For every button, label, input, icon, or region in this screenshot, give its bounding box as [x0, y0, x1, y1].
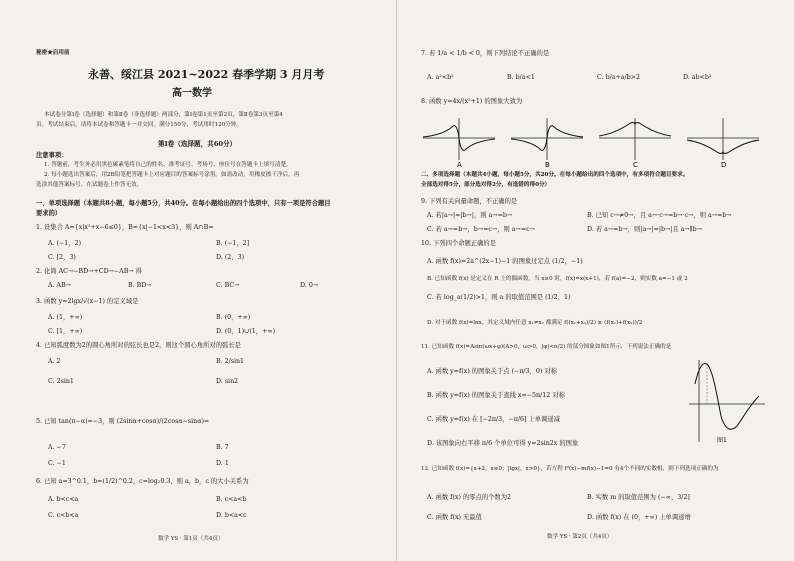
- q12-option-d: D. 函数 f(x) 在 (0，+∞) 上单调递增: [587, 514, 691, 521]
- section1-heading-b: 要求的）: [36, 210, 62, 217]
- q8-stem: 8. 函数 y=4x/(x²+1) 的图象大致为: [421, 98, 523, 105]
- q6-option-b: B. c<a<b: [216, 496, 247, 503]
- q10-option-c: C. 若 log_a(1/2)>1，则 a 的取值范围是 (1/2，1): [427, 294, 571, 301]
- q12-option-a: A. 函数 f(x) 的零点的个数为2: [427, 494, 512, 501]
- q12-option-c: C. 函数 f(x) 无最值: [427, 514, 482, 521]
- q4-option-d: D. sin2: [216, 378, 239, 385]
- q5-option-a: A. −7: [48, 444, 66, 451]
- q5-option-c: C. −1: [48, 460, 66, 467]
- q5-option-d: D. 1: [216, 460, 229, 467]
- q11-option-a: A. 函数 y=f(x) 的图象关于点 (−π/3，0) 对称: [427, 368, 557, 375]
- q5-stem: 5. 已知 tan(π−α)=−3，则 (2sinα+cosα)/(2cosα−sinα)=: [36, 418, 210, 425]
- graph-d: [687, 118, 759, 168]
- q9-option-b: B. 已知 c→≠0→，且 a→·c→=b→·c→，则 a→=b→: [587, 212, 732, 219]
- q2-stem: 2. 化简 AC→−BD→+CD→−AB→ 得: [36, 268, 142, 275]
- note-2a: 2. 每小题选出答案后，用2B铅笔把答题卡上对应题目的答案标号涂黑。如需改动，用橡皮擦干净后，再: [44, 172, 300, 178]
- note-2b: 选涂其他答案标号。在试题卷上作答无效。: [36, 182, 143, 188]
- q3-option-d: D. (0，1)∪(1，+∞): [216, 328, 276, 335]
- q6-stem: 6. 已知 a=3^0.1，b=(1/2)^0.2，c=log₂0.3，则 a，b，c 的大小关系为: [36, 478, 249, 485]
- section2-heading-b: 全部选对得5分，部分选对得2分，有选错的得0分）: [421, 182, 551, 188]
- right-footer: 数学 YS · 第2页（共4页）: [547, 534, 613, 540]
- q7-option-b: B. b/a<1: [507, 74, 535, 81]
- q5-option-b: B. 7: [216, 444, 229, 451]
- section1-heading-a: 一、单项选择题（本题共8小题，每小题5分，共40分。在每小题给出的四个选项中，只有一项是符合题目: [36, 200, 331, 207]
- q4-option-c: C. 2sin1: [48, 378, 74, 385]
- q11-option-d: D. 该图象向右平移 π/6 个单位可得 y=2sin2x 的图象: [427, 440, 579, 447]
- q1-option-d: D. (2，3): [216, 254, 245, 261]
- section2-heading-a: 二、多项选择题（本题共4小题，每小题5分，共20分。在每小题给出的四个选项中，有多项符合题目要求。: [421, 172, 689, 178]
- secret-label: 秘密★启用前: [36, 50, 70, 56]
- left-footer: 数学 YS · 第1页（共4页）: [158, 536, 224, 542]
- q10-stem: 10. 下列四个命题正确的是: [421, 240, 496, 247]
- q2-option-c: C. BC→: [216, 282, 240, 289]
- q7-option-a: A. a²<b²: [427, 74, 454, 81]
- q2-option-b: B. BD→: [128, 282, 152, 289]
- q11-option-c: C. 函数 y=f(x) 在 [−2π/3，−π/6] 上单调递减: [427, 416, 560, 423]
- q7-option-c: C. b/a+a/b>2: [597, 74, 640, 81]
- part1-title: 第Ⅰ卷（选择题，共60分）: [158, 140, 237, 148]
- graph-a: [423, 118, 495, 168]
- q1-option-b: B. (−1，2]: [216, 240, 250, 247]
- graph-label-a: A: [457, 161, 462, 168]
- q4-option-b: B. 2/sin1: [216, 358, 245, 365]
- q7-option-d: D. ab<b²: [683, 74, 712, 81]
- q9-stem: 9. 下列有关向量命题，不正确的是: [421, 198, 518, 205]
- q9-option-c: C. 若 a→=b→，b→=c→，则 a→=c→: [427, 226, 535, 233]
- q12-stem: 12. 已知函数 f(x)={x+2，x≤0；|lgx|，x>0}，若方程 f²(x)−mf(x)−1=0 有4个不同的实数根，则下列选项正确的为: [421, 466, 719, 472]
- q2-option-a: A. AB→: [48, 282, 72, 289]
- fig1-label: 图1: [717, 437, 727, 444]
- q10-option-a: A. 函数 f(x)=2a^(2x−1)−1 的图象过定点 (1/2，−1): [427, 258, 583, 265]
- q10-option-d: D. 对于函数 f(x)=lnx，其定义域内任意 x₁≠x₂ 都满足 f((x₁+x₂)/2) ≥ (f(x₁)+f(x₂))/2: [427, 320, 643, 326]
- q1-option-a: A. (−1，2): [48, 240, 82, 247]
- q3-option-a: A. (1，+∞): [48, 314, 83, 321]
- q3-option-c: C. [1，+∞): [48, 328, 83, 335]
- q9-option-a: A. 若|a→|=|b→|，则 a→=b→: [427, 212, 513, 219]
- q1-stem: 1. 设集合 A={x|x²+x−6≤0}，B={x|−1<x<3}，则 A∩B=: [36, 224, 214, 231]
- right-page: [397, 0, 794, 561]
- q4-option-a: A. 2: [48, 358, 61, 365]
- intro-line-2: 页。考试结束后，请将本试卷和答题卡一并交回。满分150分，考试用时120分钟。: [36, 122, 242, 128]
- graph-label-c: C: [633, 161, 638, 168]
- q9-option-d: D. 若 a→=b→，则|a→|=|b→|且 a→∥b→: [587, 226, 702, 233]
- graph-label-b: B: [545, 161, 550, 168]
- fig1-curve: [695, 364, 759, 430]
- graph-label-d: D: [721, 161, 727, 168]
- figure-1: [687, 356, 767, 446]
- q6-option-c: C. c<b<a: [48, 512, 79, 519]
- graph-c: [599, 118, 671, 168]
- q1-option-c: C. [2，3): [48, 254, 76, 261]
- q10-option-b: B. 已知函数 f(x) 是定义在 R 上的偶函数，当 x≥0 时，f(x)=x(x+1)，若 f(a)=−2，则实数 a=−1 或 2: [427, 276, 688, 282]
- q4-stem: 4. 已知弧度数为2的圆心角所对的弦长也是2，则这个圆心角所对的弧长是: [36, 342, 241, 349]
- q11-option-b: B. 函数 y=f(x) 的图象关于直线 x=−5π/12 对称: [427, 392, 565, 399]
- q7-stem: 7. 若 1/a < 1/b < 0，则下列结论不正确的是: [421, 50, 550, 57]
- exam-title: 永善、绥江县 2021~2022 春季学期 3 月月考: [88, 68, 325, 81]
- q6-option-d: D. b<a<c: [216, 512, 247, 519]
- q2-option-d: D. 0→: [300, 282, 319, 289]
- note-1: 1. 答题前，考生务必用黑色碳素笔将自己的姓名、准考证号、考场号、座位号在答题卡上填写清楚。: [44, 162, 292, 168]
- notes-title: 注意事项：: [36, 152, 68, 159]
- q8-graphs: [421, 116, 771, 168]
- q3-stem: 3. 函数 y=2lgx/√(x−1) 的定义域是: [36, 298, 139, 305]
- intro-line-1: 本试卷分第Ⅰ卷（选择题）和第Ⅱ卷（非选择题）两部分，第Ⅰ卷第1页至第2页，第Ⅱ卷第3页至第4: [44, 112, 283, 118]
- q11-stem: 11. 已知函数 f(x)=Asin(ωx+φ)(A>0，ω>0，|φ|<π/2) 的部分图象如图1所示，下列说法正确的是: [421, 344, 672, 350]
- graph-b: [511, 118, 583, 168]
- exam-subtitle: 高一数学: [172, 88, 212, 99]
- q3-option-b: B. (0，+∞): [216, 314, 251, 321]
- q12-option-b: B. 实数 m 的取值范围为 (−∞，3/2]: [587, 494, 690, 501]
- q6-option-a: A. b<c<a: [48, 496, 79, 503]
